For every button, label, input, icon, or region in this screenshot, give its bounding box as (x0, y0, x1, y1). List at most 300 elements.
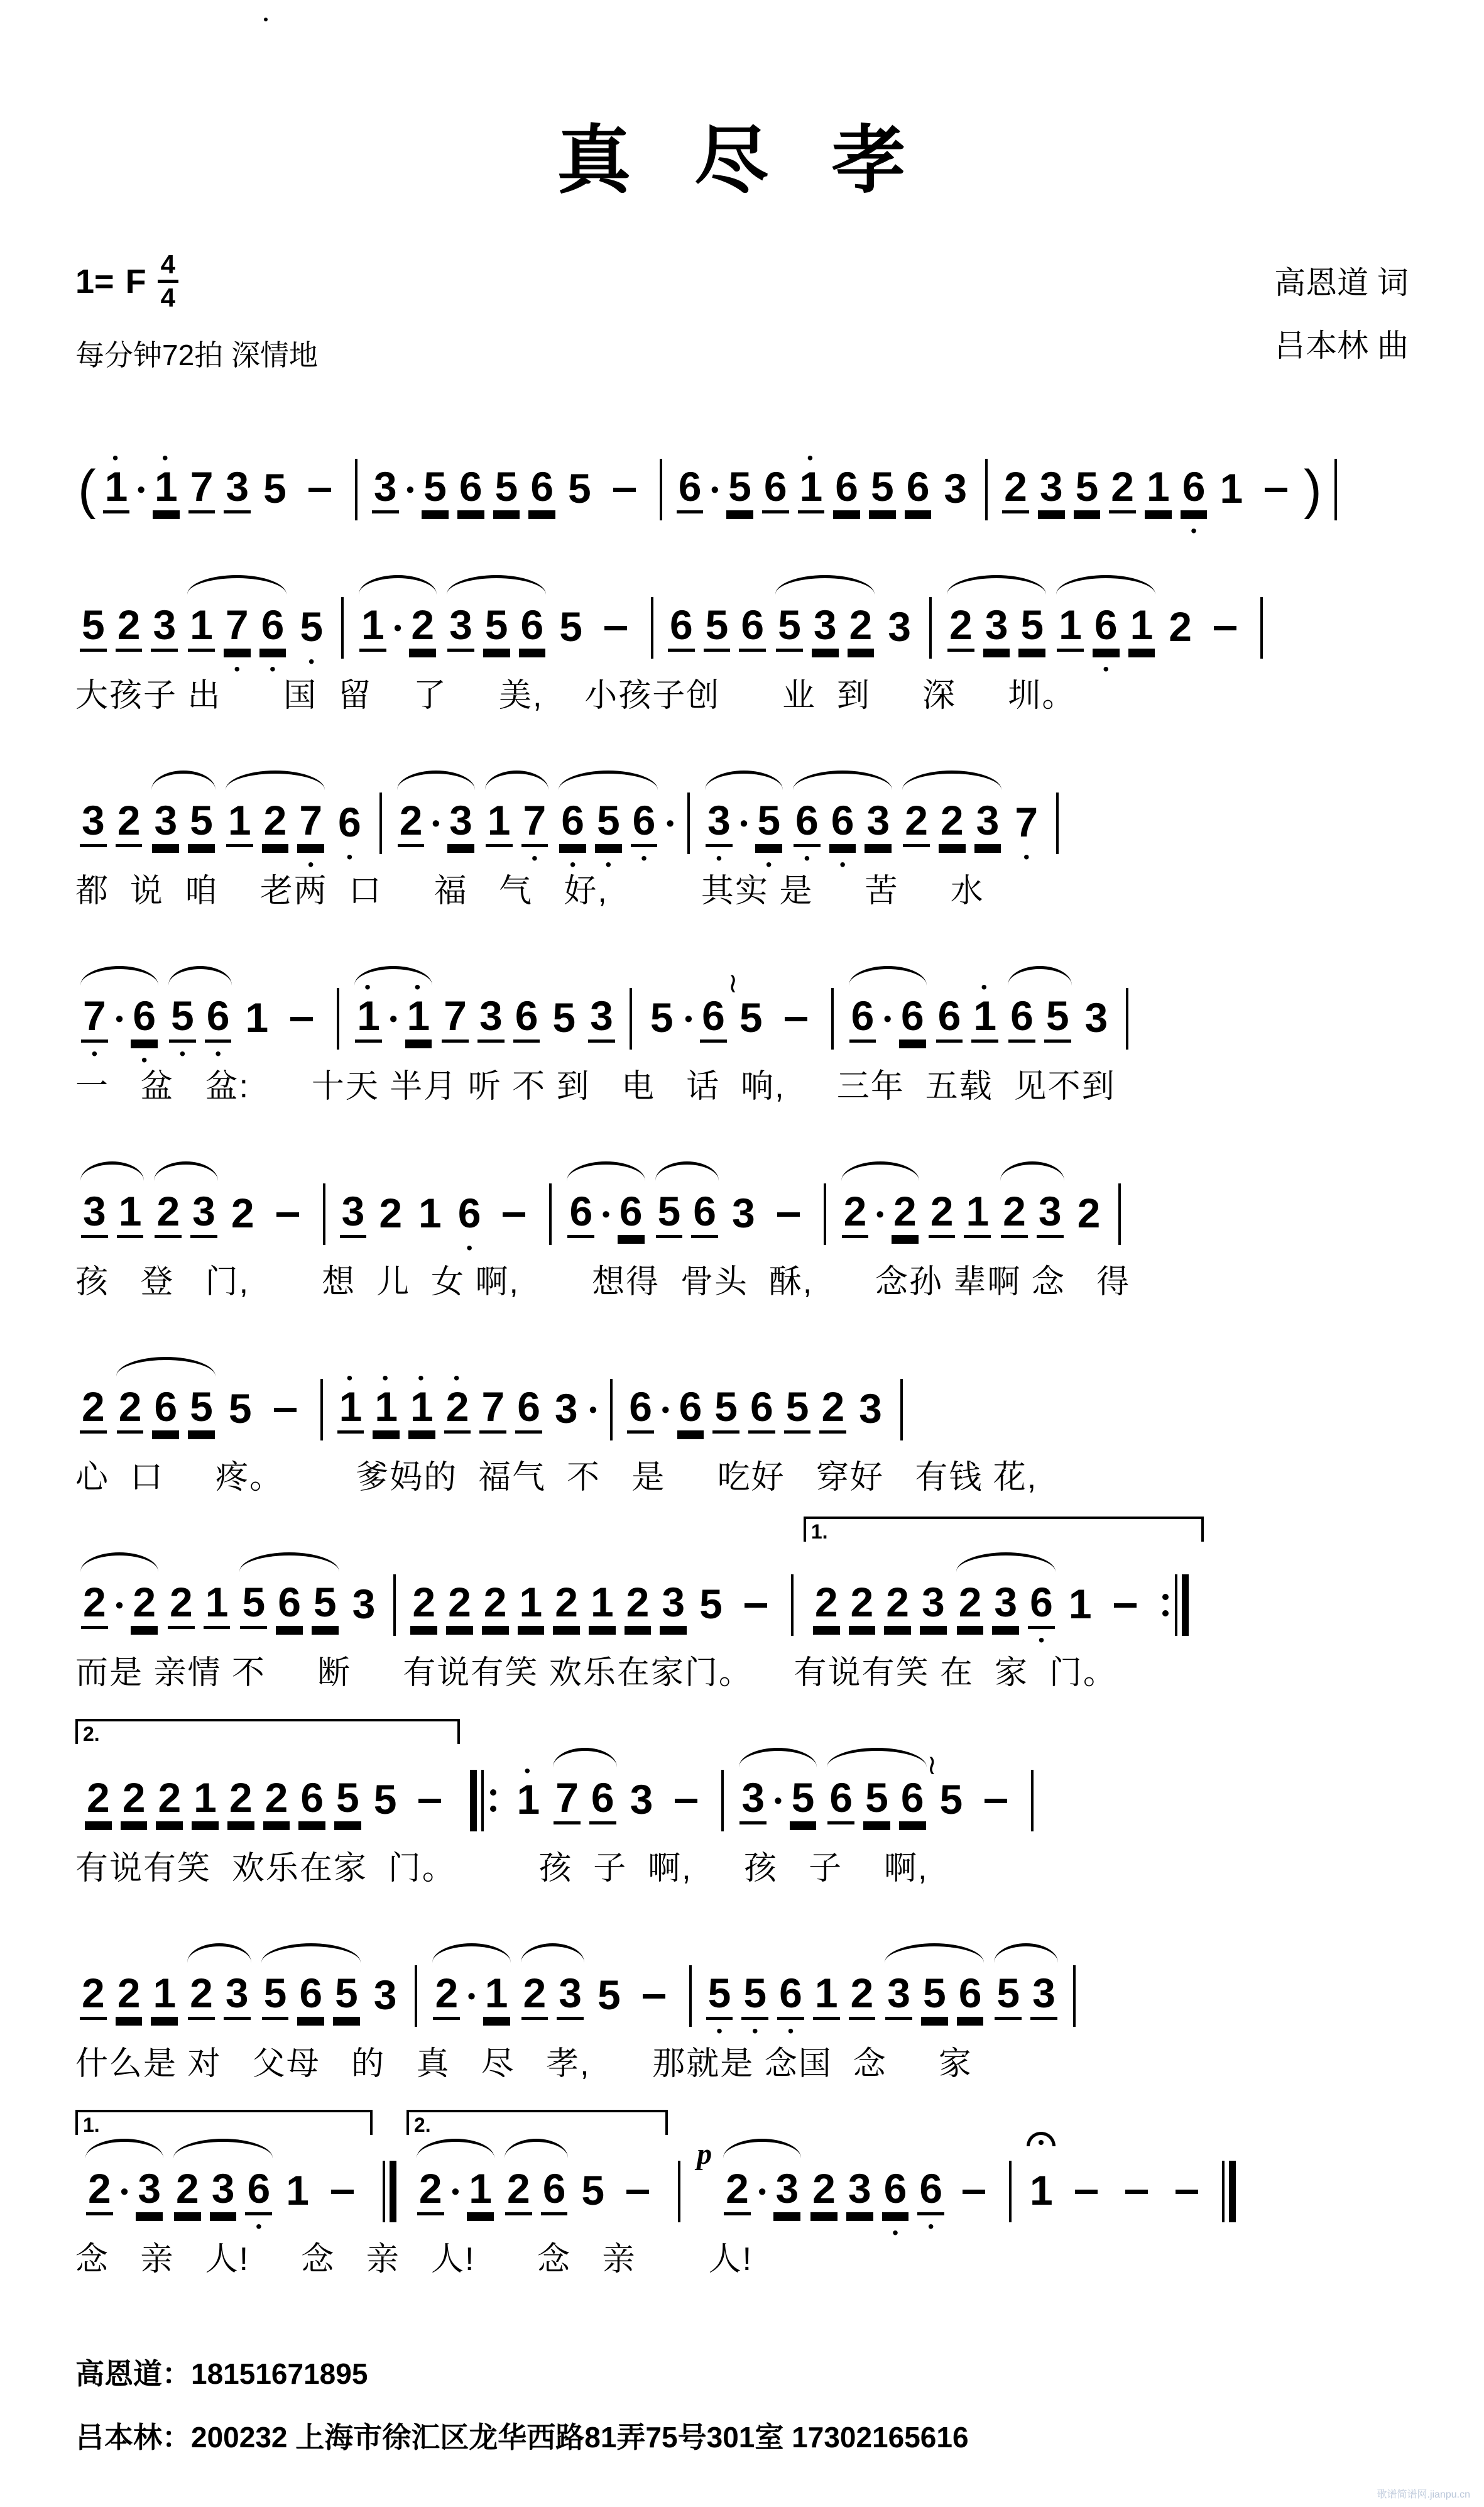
note (1067, 1580, 1094, 1628)
barline-thin (1222, 2161, 1225, 2222)
note-digit: 6 (276, 1581, 303, 1629)
barline-thin (393, 1574, 396, 1636)
barline (1260, 597, 1263, 659)
note (899, 992, 926, 1043)
note-digit: 2 (156, 1777, 183, 1824)
note (589, 1774, 616, 1824)
dynamic-piano-mark: p (697, 2137, 712, 2171)
note (136, 2165, 163, 2215)
barline (660, 459, 662, 520)
note (227, 1774, 254, 1824)
barline (1222, 2161, 1236, 2222)
note (777, 1970, 804, 2041)
note-digit: 6 (589, 1777, 616, 1824)
barline (320, 1379, 323, 1440)
note (521, 797, 548, 868)
octave-dot-below: • (531, 848, 538, 868)
octave-dot-above: • (417, 1368, 426, 1388)
note (153, 448, 180, 513)
note-digit: 5 (790, 1777, 817, 1824)
note-digit: 3 (588, 995, 615, 1043)
slur-arc (480, 797, 554, 868)
note-digit: 3 (554, 1385, 578, 1432)
note-digit: 3 (812, 604, 839, 652)
note-digit: 5 (169, 995, 196, 1043)
note-digit: 6 (899, 1777, 926, 1824)
note (81, 1581, 108, 1629)
note (588, 992, 615, 1043)
augmentation-dot: • (883, 1006, 892, 1031)
note (298, 1774, 325, 1824)
time-numerator: 4 (158, 251, 178, 283)
volta-bracket (75, 1774, 460, 1824)
note (417, 1189, 444, 1237)
extension-dash (308, 488, 331, 492)
barline-thin (689, 1965, 692, 2027)
note-digit: 5 (300, 603, 324, 650)
octave-dot-below: • (466, 1237, 473, 1258)
extension-dash (1075, 2190, 1098, 2194)
note-digit: 5 (559, 603, 582, 650)
note (493, 463, 520, 513)
note-digit: 6 (794, 799, 821, 847)
note-digit: 6 (748, 1386, 775, 1434)
barline-thin (687, 793, 690, 854)
note (262, 799, 289, 847)
note-digit: 2 (433, 1972, 460, 2020)
slur-arc (146, 799, 220, 847)
footer-contact-1: 高恩道：18151671895 (75, 2357, 368, 2390)
note-digit: 1 (192, 1777, 219, 1824)
extension-dash (643, 1994, 665, 1999)
note-digit: 6 (457, 1189, 481, 1236)
note (947, 601, 974, 652)
system-10 (75, 2098, 1409, 2279)
note-digit: 6 (917, 2168, 944, 2215)
note-digit: 3 (1030, 1972, 1057, 2020)
slur-arc (75, 1581, 163, 1629)
slur-arc (234, 1581, 344, 1629)
octave-dot-below: • (91, 1044, 98, 1063)
note-digit: 6 (777, 1972, 804, 2020)
watermark: 歌谱简谱网.jianpu.cn (1377, 2489, 1470, 2501)
note-digit: 2 (398, 799, 425, 847)
note-digit: 2 (168, 1581, 195, 1629)
note (103, 448, 130, 513)
octave-dot-above: • (346, 1368, 355, 1388)
note (467, 2165, 494, 2215)
note-digit: 2 (81, 1581, 108, 1629)
lyricist-credit: 高恩道 词 (1274, 265, 1409, 300)
augmentation-dot: • (451, 2178, 460, 2204)
system-notes (75, 1707, 1409, 1831)
note (515, 1760, 542, 1823)
note (188, 463, 216, 513)
note (518, 1581, 545, 1629)
note-digit: 2 (819, 1386, 846, 1434)
note-digit: 1 (1128, 604, 1155, 652)
augmentation-dot: • (602, 1201, 610, 1227)
note-digit: 5 (552, 994, 576, 1041)
note-digit: 1 (1068, 1580, 1092, 1627)
note-digit: 5 (483, 604, 510, 652)
note-digit: 2 (227, 1777, 254, 1824)
barline (1118, 1183, 1121, 1245)
note (372, 1775, 399, 1823)
note-digit: 2 (849, 1581, 876, 1629)
extension-dash (675, 1799, 697, 1803)
system-lyrics: 孩 登 门, 想 儿 女 啊, 想得 骨头 酥, 念孙 辈啊 念 得 (75, 1264, 1131, 1300)
note (739, 1774, 767, 1824)
barline (687, 793, 690, 854)
note-digit: 1 (589, 1581, 616, 1629)
note (700, 968, 738, 1043)
note (1145, 463, 1172, 513)
note (857, 1385, 884, 1432)
slur-arc (75, 992, 163, 1070)
extension-dash (503, 1212, 525, 1217)
note (974, 799, 1001, 847)
augmentation-dot: • (467, 1983, 476, 2009)
note-digit: 5 (863, 1777, 890, 1824)
note-digit: 1 (1145, 466, 1172, 513)
note (1038, 463, 1065, 513)
note-digit: 3 (731, 1189, 755, 1236)
note (81, 1190, 108, 1238)
note (784, 1383, 811, 1434)
note-digit: 5 (597, 1971, 621, 2018)
repeat-dot (490, 1789, 496, 1796)
note-digit: 5 (188, 799, 215, 847)
note-digit: 7 (479, 1386, 506, 1434)
note (656, 1190, 683, 1238)
barline-thin (985, 459, 988, 520)
key-signature (75, 251, 318, 311)
octave-dot-below: • (215, 1044, 222, 1063)
note (505, 2165, 532, 2215)
note-digit: 2 (417, 2168, 444, 2215)
note (174, 2165, 201, 2215)
barline-thin (721, 1770, 724, 1831)
barline-thin (1334, 459, 1337, 520)
extension-dash (290, 1017, 313, 1021)
repeat-dots (1162, 1594, 1169, 1616)
octave-dot-above: • (981, 977, 990, 997)
composer-credit: 吕本林 曲 (1274, 328, 1409, 363)
slur-arc (734, 1774, 822, 1824)
note (408, 1368, 435, 1434)
barline (549, 1183, 552, 1245)
note-digit: 2 (80, 1386, 107, 1434)
note-digit: 6 (899, 995, 926, 1043)
note-digit: 1 (153, 466, 180, 513)
repeat-dot (1162, 1610, 1169, 1616)
system-notes (75, 1511, 1409, 1650)
note-digit: 5 (1044, 995, 1071, 1043)
octave-dot-below: • (346, 847, 353, 867)
note (553, 1581, 580, 1629)
note-digit: 5 (1074, 466, 1101, 513)
note-digit: 5 (741, 1972, 768, 2020)
note (813, 1581, 840, 1629)
note (116, 1972, 143, 2020)
slur-arc (788, 797, 897, 874)
note (355, 977, 382, 1043)
note (276, 1581, 303, 1629)
key-tempo-block (75, 251, 318, 374)
extension-dash (276, 1212, 299, 1217)
note (846, 2165, 873, 2215)
note-digit: 1 (486, 799, 513, 847)
note-digit: 3 (739, 1777, 767, 1824)
slur-arc (880, 1972, 989, 2020)
note (939, 799, 966, 847)
note-digit: 5 (939, 1775, 963, 1823)
barline-thin (1175, 1574, 1177, 1636)
note (80, 601, 107, 652)
note (886, 603, 913, 650)
note-digit: 5 (755, 799, 782, 847)
augmentation-dot: • (406, 476, 415, 502)
score-header (75, 251, 1409, 377)
note (442, 992, 469, 1043)
system-lyrics: 大孩子 出 国 留 了 美, 小孩子创 业 到 深 圳。 (75, 677, 1076, 714)
note-digit: 5 (1018, 604, 1045, 652)
note-digit: 5 (921, 1972, 948, 2020)
barline-thin (549, 1183, 552, 1245)
slur-arc (427, 1972, 515, 2020)
slur-arc (256, 1972, 366, 2020)
slur-arc (1003, 992, 1076, 1043)
slur-arc (770, 601, 880, 652)
note-digit: 3 (1084, 994, 1108, 1041)
system-notes (75, 1121, 1409, 1258)
note-digit: 2 (929, 1190, 956, 1238)
augmentation-dot: • (739, 810, 748, 836)
barline-thick (1182, 1574, 1189, 1636)
slur-arc (718, 2165, 806, 2215)
slur-arc (554, 797, 663, 874)
system-lyrics: 一 盆 盆: 十天 半月 听 不 到 电 话 响, 三年 五载 见不到 (75, 1068, 1116, 1105)
note-digit: 7 (1015, 798, 1039, 845)
note (706, 1970, 733, 2041)
extension-dash (963, 2190, 985, 2194)
slur-arc (412, 2165, 499, 2215)
note (813, 1972, 840, 2020)
extension-dash (613, 488, 636, 492)
octave-dot-above: • (161, 448, 170, 468)
note-digit: 5 (263, 464, 286, 512)
system-lyrics: 有说有笑 欢乐在家 门。 孩 子 啊, 孩 子 啊, (75, 1850, 929, 1887)
note-digit: 2 (482, 1581, 509, 1629)
note-digit: 6 (936, 995, 963, 1043)
note-digit: 5 (706, 1972, 733, 2020)
note-digit: 6 (618, 1190, 645, 1238)
octave-dot-below: • (255, 2217, 262, 2236)
note-digit: 3 (944, 464, 968, 512)
barline-thin (341, 597, 344, 659)
note (957, 1972, 984, 2020)
barline-thin (651, 597, 653, 659)
system-lyrics: 念 亲 人! 念 亲 人! 念 亲 人! (75, 2241, 753, 2278)
note-digit: 2 (810, 2168, 837, 2215)
extension-dash (604, 626, 627, 630)
note-digit: 6 (833, 466, 860, 513)
barline (341, 597, 344, 659)
note (697, 1580, 724, 1628)
barline (383, 2161, 396, 2222)
octave-dot-below: • (804, 848, 810, 868)
note (156, 1774, 183, 1824)
note-digit: 2 (625, 1581, 652, 1629)
barline-thin (355, 459, 357, 520)
note (116, 601, 143, 652)
augmentation-dot: • (389, 1006, 398, 1031)
system-8 (75, 1707, 1409, 1889)
system-notes (75, 2098, 1409, 2242)
note-digit: 6 (205, 995, 232, 1043)
note (229, 1189, 256, 1237)
slur-arc (942, 601, 1051, 652)
note (668, 601, 695, 652)
barline (630, 988, 632, 1050)
note (589, 1581, 616, 1629)
note-digit: 2 (174, 2168, 201, 2215)
system-notes (75, 1316, 1409, 1440)
note (920, 1581, 947, 1629)
extension-dash (777, 1212, 800, 1217)
note-digit: 1 (408, 1386, 435, 1434)
barline (689, 1965, 692, 2027)
note-digit: 2 (446, 1581, 473, 1629)
note-digit: 3 (373, 1971, 397, 2018)
slur-arc (499, 2165, 573, 2215)
note (1076, 1189, 1103, 1237)
note (377, 1189, 404, 1237)
note-digit: 1 (964, 1190, 991, 1238)
octave-dot-below: • (1103, 659, 1110, 679)
note (483, 601, 510, 652)
slur-arc (80, 2165, 168, 2215)
note (892, 1190, 919, 1238)
note-digit: 3 (557, 1972, 584, 2020)
barline (1031, 1770, 1034, 1831)
note (410, 1581, 437, 1629)
note-digit: 3 (992, 1581, 1019, 1629)
slur-arc (163, 992, 237, 1063)
note (790, 1774, 817, 1824)
octave-dot-above: • (807, 448, 816, 468)
barline (721, 1770, 724, 1831)
note-digit: 6 (131, 995, 158, 1043)
note-digit: 1 (1219, 464, 1243, 512)
augmentation-dot: • (666, 810, 674, 836)
barline (470, 1770, 498, 1831)
system-7 (75, 1511, 1409, 1693)
slur-arc (149, 1190, 222, 1238)
note-digit: 1 (204, 1581, 231, 1629)
octave-dot-below: • (605, 855, 612, 874)
note (704, 601, 731, 652)
slur-arc (75, 1190, 149, 1238)
note-digit: 5 (262, 1972, 289, 2020)
note-digit: 6 (827, 1777, 854, 1824)
note (712, 1383, 739, 1434)
augmentation-dot: • (661, 1396, 670, 1422)
note (131, 992, 158, 1070)
note (579, 2166, 606, 2214)
system-4 (75, 925, 1409, 1107)
augmentation-dot: • (137, 476, 145, 502)
note (776, 601, 803, 652)
note (117, 1190, 144, 1238)
note-digit: 6 (298, 1777, 325, 1824)
note (957, 1581, 984, 1629)
note-digit: 6 (297, 1972, 324, 2020)
note (554, 1774, 581, 1824)
note (188, 799, 215, 847)
note (483, 1972, 510, 2020)
octave-dot-below: • (307, 855, 314, 874)
octave-dot-below: • (1038, 1630, 1045, 1650)
note (1044, 992, 1071, 1043)
note-digit: 6 (829, 799, 856, 847)
note (337, 1368, 364, 1434)
octave-dot-below: • (927, 2217, 934, 2236)
note (188, 601, 215, 652)
note-digit: 2 (842, 1190, 869, 1238)
note (80, 1383, 107, 1434)
barline (651, 597, 653, 659)
note-digit: 2 (131, 1581, 158, 1629)
note (849, 1581, 876, 1629)
note (660, 1581, 687, 1629)
note (263, 1774, 290, 1824)
note-digit: 5 (334, 1777, 361, 1824)
print-artifact-dot (264, 18, 268, 21)
note-digit: 5 (784, 1386, 811, 1434)
note (627, 1383, 654, 1434)
barline (678, 2161, 680, 2222)
note-digit: 2 (409, 604, 436, 652)
note (995, 1972, 1022, 2020)
note-digit: 6 (515, 1386, 542, 1434)
note-digit: 5 (188, 1386, 215, 1434)
note (224, 463, 251, 513)
note-digit: 5 (995, 1972, 1022, 2020)
note-digit: 3 (447, 799, 474, 847)
note (515, 1383, 542, 1434)
note-digit: 3 (477, 995, 505, 1043)
note-digit: 7 (521, 799, 548, 847)
barline-thick (470, 1770, 477, 1831)
note-digit: 6 (668, 604, 695, 652)
note-digit: 6 (762, 466, 789, 513)
note (798, 448, 825, 513)
note (447, 601, 474, 652)
note (903, 799, 930, 847)
note (595, 797, 622, 874)
note-digit: 3 (190, 1190, 217, 1238)
note (297, 1972, 324, 2020)
note (762, 463, 789, 513)
note-digit: 7 (297, 799, 324, 847)
note (625, 1581, 652, 1629)
note (312, 1581, 339, 1629)
note-digit: 7 (224, 604, 251, 652)
note (81, 992, 108, 1063)
note (929, 1190, 956, 1238)
